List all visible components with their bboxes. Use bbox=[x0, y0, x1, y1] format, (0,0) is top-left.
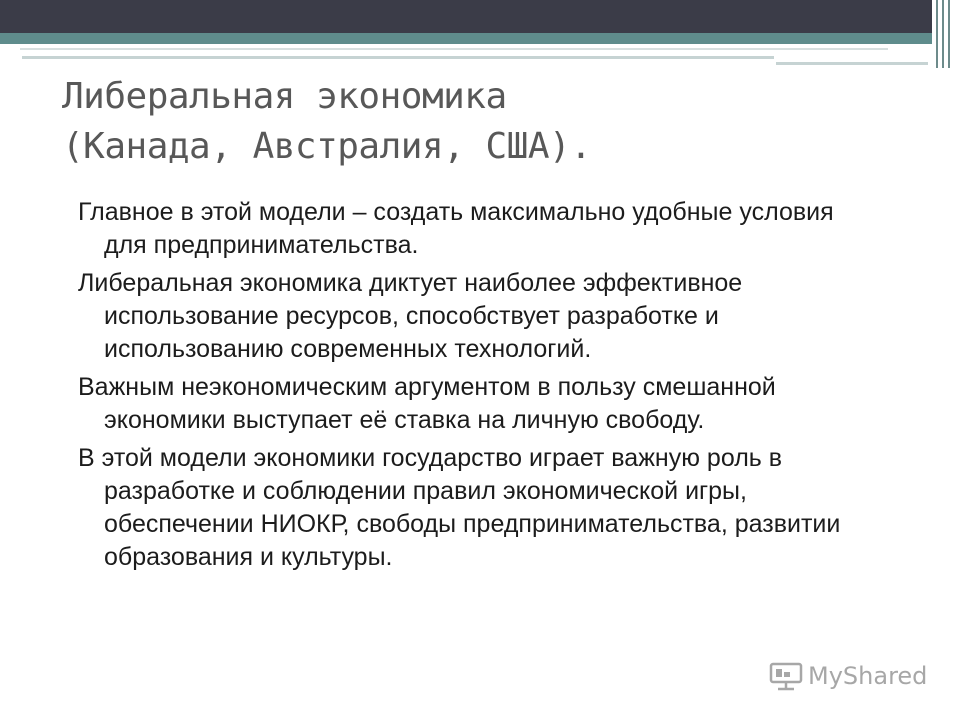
corner-strip bbox=[936, 0, 938, 68]
slide-title bbox=[62, 72, 902, 172]
corner-decoration bbox=[932, 0, 960, 68]
paragraph-resources: Либеральная экономика диктует наиболее эффективное использование ресурсов, способствует разработке и использованию современных технологий. bbox=[78, 269, 743, 363]
paragraph-main-idea: Главное в этой модели – создать максимально удобные условия для предпринимательства. bbox=[78, 198, 834, 259]
corner-strip bbox=[942, 0, 944, 68]
top-dark-bar bbox=[0, 0, 960, 33]
decorative-line bbox=[20, 48, 888, 50]
corner-strip bbox=[948, 0, 950, 68]
paragraph-freedom: Важным неэкономическим аргументом в пользу смешанной экономики выступает её ставка на личную свободу. bbox=[78, 373, 776, 434]
decorative-line bbox=[22, 56, 774, 59]
title-line-1: Либеральная экономика bbox=[62, 76, 507, 117]
watermark bbox=[768, 656, 927, 696]
decorative-line bbox=[776, 62, 928, 65]
top-teal-bar bbox=[0, 33, 960, 44]
presentation-icon bbox=[768, 661, 804, 691]
title-line-2: (Канада, Австралия, США). bbox=[62, 126, 592, 167]
paragraph-state-role: В этой модели экономики государство играет важную роль в разработке и соблюдении правил экономической игры, обеспечении НИОКР, свободы предпринимательства, развитии образования и культуры. bbox=[78, 444, 841, 571]
slide-body bbox=[78, 196, 878, 579]
watermark-text: MyShared bbox=[808, 662, 928, 690]
